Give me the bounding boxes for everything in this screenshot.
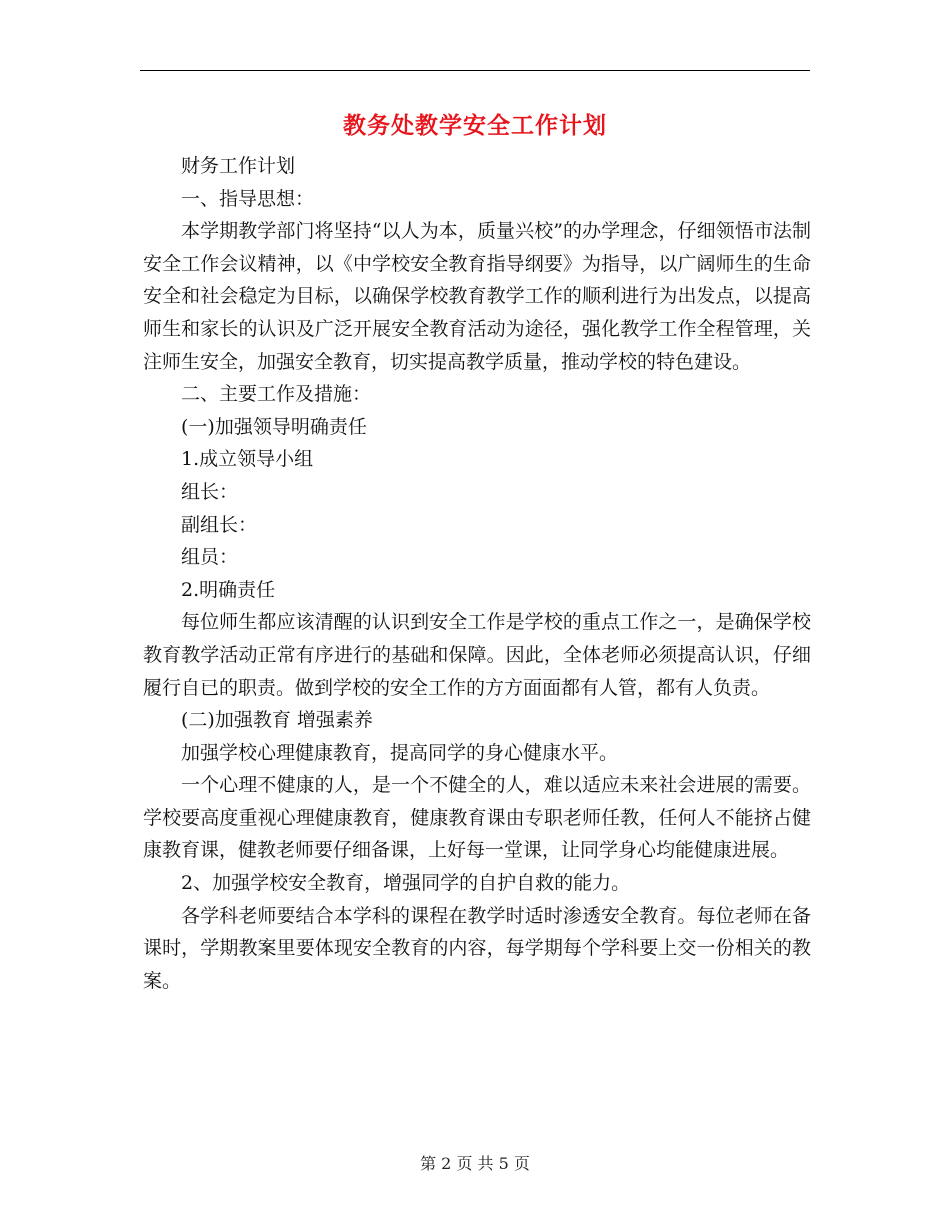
item-heading-safety-education: 2、加强学校安全教育，增强同学的自护自救的能力。 — [181, 872, 631, 895]
paragraph-guiding-ideology: 本学期教学部门将坚持“以人为本，质量兴校”的办学理念，仔细领悟市法制安全工作会议精神，以《中学校安全教育指导纲要》为指导，以广阔师生的生命安全和社会稳定为目标，以确保学校教育教学工作的顺利进行为出发点，以提高师生和家长的认识及广泛开展安全教育活动为途径，强化教学工作全程管理，关注师生安全，加强安全教育，切实提高教学质量，推动学校的特色建设。 — [143, 220, 811, 373]
paragraph-mental-health-intro: 加强学校心理健康教育，提高同学的身心健康水平。 — [181, 741, 619, 764]
paragraph-mental-health: 一个心理不健康的人，是一个不健全的人，难以适应未来社会进展的需要。学校要高度重视心理健康教育，健康教育课由专职老师任教，任何人不能挤占健康教育课，健教老师要仔细备课，上好每一堂课，让同学身心均能健康进展。 — [143, 774, 811, 862]
group-leader-line: 组长： — [181, 480, 239, 503]
section-heading-main-work: 二、主要工作及措施： — [181, 383, 372, 406]
paragraph-safety-education: 各学科老师要结合本学科的课程在教学时适时渗透安全教育。每位老师在备课时，学期教案里要体现安全教育的内容，每学期每个学科要上交一份相关的教案。 — [143, 904, 811, 992]
section-heading-guiding-ideology: 一、指导思想： — [181, 187, 315, 210]
page-number: 第 2 页 共 5 页 — [420, 1154, 530, 1173]
document-title: 教务处教学安全工作计划 — [343, 112, 607, 139]
item-heading-responsibility: 2.明确责任 — [181, 578, 276, 601]
paragraph-responsibility: 每位师生都应该清醒的认识到安全工作是学校的重点工作之一，是确保学校教育教学活动正常有序进行的基础和保障。因此，全体老师必须提高认识，仔细履行自已的职责。做到学校的安全工作的方方面面都有人管，都有人负责。 — [143, 611, 811, 699]
header-rule — [140, 70, 810, 71]
paragraph-heading-plan: 财务工作计划 — [181, 155, 296, 177]
document-body — [143, 150, 811, 997]
item-heading-leadership-group: 1.成立领导小组 — [181, 448, 314, 471]
deputy-leader-line: 副组长： — [181, 513, 258, 536]
subsection-heading-education: (二)加强教育 增强素养 — [181, 709, 373, 732]
members-line: 组员： — [181, 546, 239, 569]
subsection-heading-leadership: (一)加强领导明确责任 — [181, 415, 367, 438]
